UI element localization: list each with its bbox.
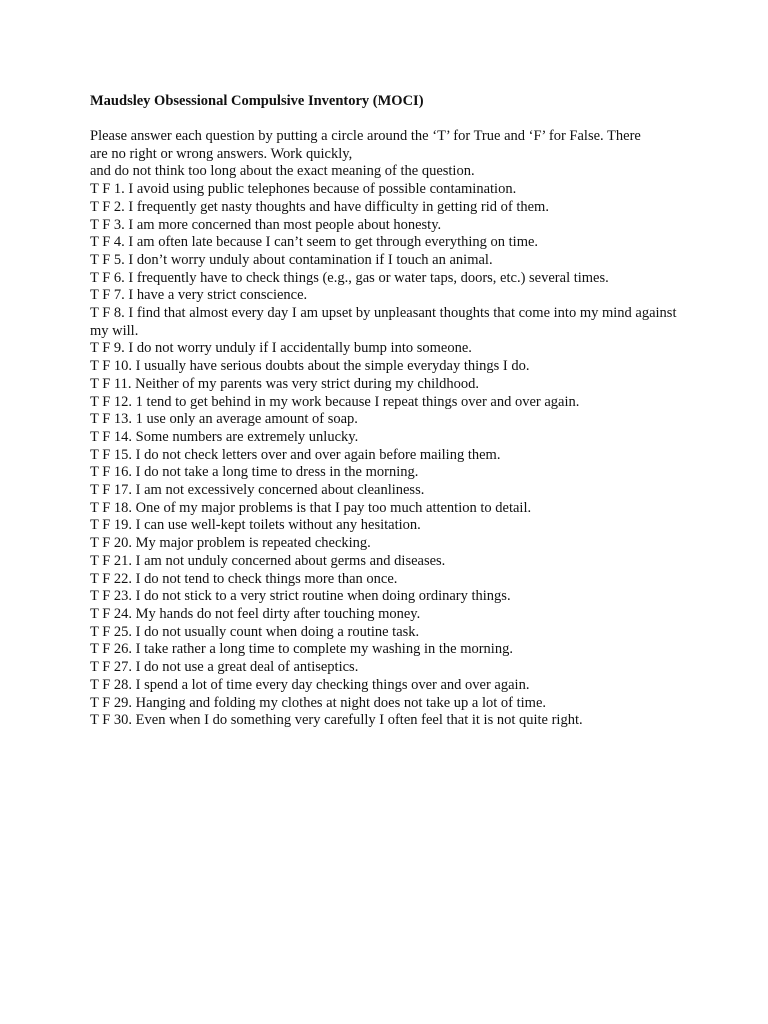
question-item: T F 13. 1 use only an average amount of soap. — [90, 411, 358, 428]
question-item: T F 17. I am not excessively concerned about cleanliness. — [90, 482, 425, 499]
instructions-line: Please answer each question by putting a circle around the ‘T’ for True and ‘F’ for False. There — [90, 128, 641, 144]
question-item: T F 1. I avoid using public telephones because of possible contamination. — [90, 181, 517, 198]
question-item: T F 21. I am not unduly concerned about germs and diseases. — [90, 552, 446, 569]
instructions-line: are no right or wrong answers. Work quickly, — [90, 145, 353, 162]
question-item: T F 25. I do not usually count when doing a routine task. — [90, 623, 420, 640]
question-item: T F 26. I take rather a long time to complete my washing in the morning. — [90, 641, 513, 658]
question-item: T F 16. I do not take a long time to dress in the morning. — [90, 464, 419, 481]
document-page — [90, 92, 690, 730]
question-item: T F 8. I find that almost every day I am upset by unpleasant thoughts that come into my mind against my will. — [90, 305, 677, 339]
instructions-line: and do not think too long about the exact meaning of the question. — [90, 163, 475, 180]
question-item: T F 15. I do not check letters over and over again before mailing them. — [90, 446, 501, 463]
question-item: T F 9. I do not worry unduly if I accidentally bump into someone. — [90, 340, 472, 357]
question-item: T F 3. I am more concerned than most people about honesty. — [90, 216, 442, 233]
question-item: T F 12. 1 tend to get behind in my work because I repeat things over and over again. — [90, 393, 580, 410]
question-item: T F 23. I do not stick to a very strict routine when doing ordinary things. — [90, 588, 511, 605]
question-item: T F 4. I am often late because I can’t seem to get through everything on time. — [90, 234, 539, 251]
question-item: T F 18. One of my major problems is that I pay too much attention to detail. — [90, 499, 532, 516]
question-item: T F 19. I can use well-kept toilets without any hesitation. — [90, 517, 421, 534]
question-list — [90, 181, 690, 730]
question-item: T F 22. I do not tend to check things more than once. — [90, 570, 398, 587]
question-item: T F 27. I do not use a great deal of antiseptics. — [90, 659, 359, 676]
question-item: T F 2. I frequently get nasty thoughts and have difficulty in getting rid of them. — [90, 198, 549, 215]
question-item: T F 6. I frequently have to check things (e.g., gas or water taps, doors, etc.) several times. — [90, 269, 609, 286]
instructions — [90, 128, 690, 181]
question-item: T F 10. I usually have serious doubts about the simple everyday things I do. — [90, 358, 530, 375]
question-item: T F 11. Neither of my parents was very strict during my childhood. — [90, 375, 480, 392]
question-item: T F 24. My hands do not feel dirty after touching money. — [90, 605, 421, 622]
question-item: T F 29. Hanging and folding my clothes at night does not take up a lot of time. — [90, 694, 547, 711]
question-item: T F 7. I have a very strict conscience. — [90, 287, 308, 304]
question-item: T F 14. Some numbers are extremely unlucky. — [90, 428, 359, 445]
question-item: T F 20. My major problem is repeated checking. — [90, 535, 371, 552]
question-item: T F 5. I don’t worry unduly about contamination if I touch an animal. — [90, 251, 493, 268]
question-item: T F 28. I spend a lot of time every day checking things over and over again. — [90, 676, 530, 693]
question-item: T F 30. Even when I do something very carefully I often feel that it is not quite right. — [90, 712, 583, 729]
document-title: Maudsley Obsessional Compulsive Inventory (MOCI) — [90, 93, 424, 109]
